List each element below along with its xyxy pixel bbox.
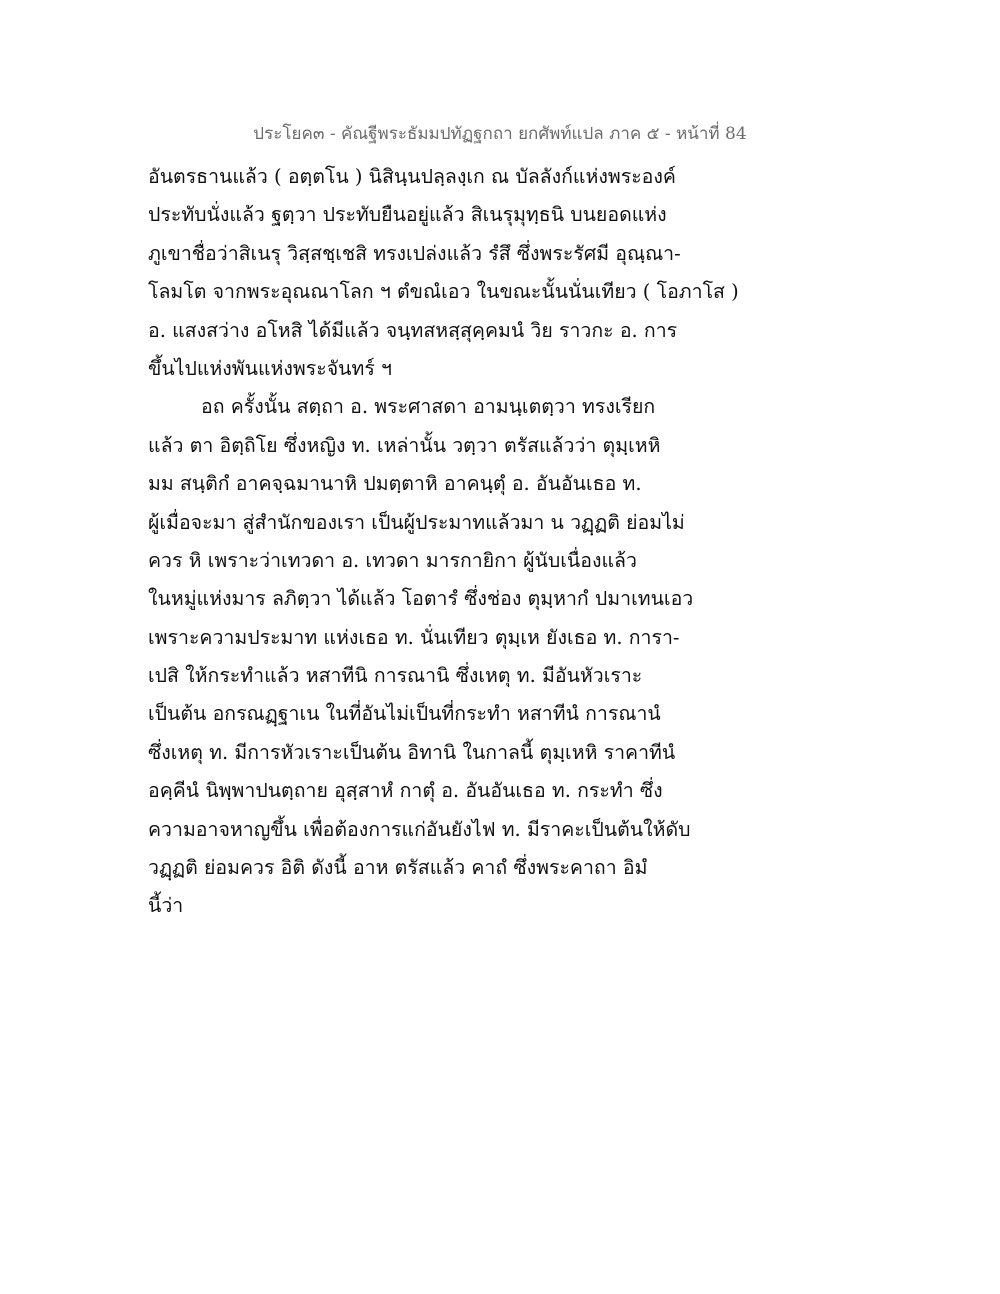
text-line: เพราะความประมาท แห่งเธอ ท. นั่นเทียว ตุมฺเห ยังเธอ ท. การา-	[148, 625, 680, 649]
text-line: ในหมู่แห่งมาร ลภิตฺวา ได้แล้ว โอตารํ ซึ่งช่อง ตุมฺหากํ ปมาเทนเอว	[148, 587, 694, 611]
body-text	[148, 158, 848, 926]
text-line: อคฺคีนํ นิพฺพาปนตฺถาย อุสฺสาหํ กาตุํ อ. อันอันเธอ ท. กระทำ ซึ่ง	[148, 779, 663, 803]
text-line: อันตรธานแล้ว ( อตฺตโน ) นิสินฺนปลฺลงฺเก ณ บัลลังก์แห่งพระองค์	[148, 165, 676, 188]
text-line: มม สนฺติกํ อาคจฺฉมานาหิ ปมตฺตาหิ อาคนฺตุํ อ. อันอันเธอ ท.	[148, 472, 642, 496]
paragraph-1	[148, 158, 848, 388]
text-line: โลมโต จากพระอุณณาโลก ฯ ตํขณํเอว ในขณะนั้นนั่นเทียว ( โอภาโส )	[148, 280, 739, 304]
text-line: ซึ่งเหตุ ท. มีการหัวเราะเป็นต้น อิทานิ ในกาลนี้ ตุมฺเหหิ ราคาทีนํ	[148, 740, 676, 764]
text-line: ภูเขาชื่อว่าสิเนรุ วิสฺสชฺเชสิ ทรงเปล่งแล้ว รํสึ ซึ่งพระรัศมี อุณฺณา-	[148, 241, 681, 265]
text-line: ขึ้นไปแห่งพันแห่งพระจันทร์ ฯ	[148, 356, 392, 380]
text-line: ควร หิ เพราะว่าเทวดา อ. เทวดา มารกายิกา ผู้นับเนื่องแล้ว	[148, 548, 637, 572]
text-line: ความอาจหาญขึ้น เพื่อต้องการแก่อันยังไฟ ท. มีราคะเป็นต้นให้ดับ	[148, 817, 691, 841]
running-header: ประโยค๓ - คัณฐีพระธัมมปทัฏฐกถา ยกศัพท์แปล ภาค ๕ - หน้าที่ 84	[253, 124, 747, 144]
paragraph-2	[148, 388, 848, 925]
text-line: อ. แสงสว่าง อโหสิ ได้มีแล้ว จนฺทสหสฺสุคฺคมนํ วิย ราวกะ อ. การ	[148, 318, 678, 342]
text-line: นี้ว่า	[148, 894, 184, 918]
text-line: วฏฺฏติ ย่อมควร อิติ ดังนี้ อาห ตรัสแล้ว คาถํ ซึ่งพระคาถา อิมํ	[148, 856, 648, 880]
text-line: แล้ว ตา อิตฺถิโย ซึ่งหญิง ท. เหล่านั้น วตฺวา ตรัสแล้วว่า ตุมฺเหหิ	[148, 433, 661, 457]
text-line: เป็นต้น อกรณฏฺฐาเน ในที่อันไม่เป็นที่กระทำ หสาทีนํ การณานํ	[148, 702, 661, 726]
text-line: ประทับนั่งแล้ว ฐตฺวา ประทับยืนอยู่แล้ว สิเนรุมุทฺธนิ บนยอดแห่ง	[148, 203, 667, 227]
text-line-indented: อถ ครั้งนั้น สตฺถา อ. พระศาสดา อามนฺเตตฺวา ทรงเรียก	[201, 395, 656, 419]
text-line: ผู้เมื่อจะมา สู่สำนักของเรา เป็นผู้ประมาทแล้วมา น วฏฺฏติ ย่อมไม่	[148, 510, 685, 534]
text-line: เปสิ ให้กระทำแล้ว หสาทีนิ การณานิ ซึ่งเหตุ ท. มีอันหัวเราะ	[148, 664, 643, 688]
